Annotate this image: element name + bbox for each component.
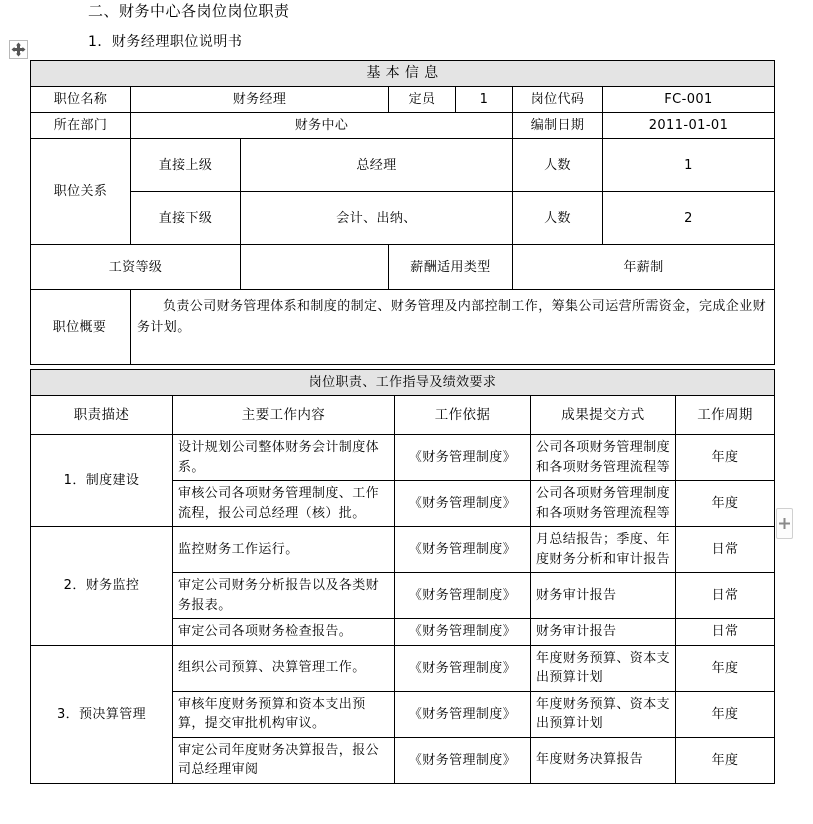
subsection-heading: 1．财务经理职位说明书 — [88, 34, 243, 50]
summary-label: 职位概要 — [31, 290, 131, 365]
table-row — [31, 139, 775, 192]
direct-subordinate-value[interactable]: 会计、出纳、 — [241, 192, 513, 245]
duties-header-content: 主要工作内容 — [173, 396, 395, 435]
duty-cycle[interactable]: 年度 — [676, 481, 775, 527]
duty-cycle[interactable]: 日常 — [676, 619, 775, 646]
duty-content[interactable]: 审定公司各项财务检查报告。 — [173, 619, 395, 646]
section-heading: 二、财务中心各岗位岗位职责 — [88, 2, 290, 20]
duty-cycle[interactable]: 日常 — [676, 573, 775, 619]
duty-cycle[interactable]: 年度 — [676, 645, 775, 691]
table-row — [31, 192, 775, 245]
direct-superior-value[interactable]: 总经理 — [241, 139, 513, 192]
duties-header-cycle: 工作周期 — [676, 396, 775, 435]
duty-deliverable[interactable]: 年度财务决算报告 — [531, 737, 676, 783]
duty-content[interactable]: 审定公司年度财务决算报告，报公司总经理审阅 — [173, 737, 395, 783]
duties-band-title: 岗位职责、工作指导及绩效要求 — [31, 370, 775, 396]
salary-type-label: 薪酬适用类型 — [389, 245, 513, 290]
headcount-label: 定员 — [389, 87, 456, 113]
table-row — [31, 113, 775, 139]
direct-superior-label: 直接上级 — [131, 139, 241, 192]
department-value[interactable]: 财务中心 — [131, 113, 513, 139]
duty-basis[interactable]: 《财务管理制度》 — [395, 573, 531, 619]
duties-header-basis: 工作依据 — [395, 396, 531, 435]
duty-basis[interactable]: 《财务管理制度》 — [395, 691, 531, 737]
move-cross-icon[interactable] — [9, 40, 28, 59]
duty-content[interactable]: 组织公司预算、决算管理工作。 — [173, 645, 395, 691]
duty-content[interactable]: 审核公司各项财务管理制度、工作流程，报公司总经理（核）批。 — [173, 481, 395, 527]
summary-text: 负责公司财务管理体系和制度的制定、财务管理及内部控制工作，筹集公司运营所需资金，完成企业财务计划。 — [137, 299, 767, 335]
duty-deliverable[interactable]: 月总结报告；季度、年度财务分析和审计报告 — [531, 527, 676, 573]
department-label: 所在部门 — [31, 113, 131, 139]
duty-deliverable[interactable]: 年度财务预算、资本支出预算计划 — [531, 645, 676, 691]
salary-grade-label: 工资等级 — [31, 245, 241, 290]
plus-icon[interactable] — [776, 508, 793, 539]
duty-deliverable[interactable]: 公司各项财务管理制度和各项财务管理流程等 — [531, 435, 676, 481]
duties-header-deliverable: 成果提交方式 — [531, 396, 676, 435]
duty-cycle[interactable]: 年度 — [676, 435, 775, 481]
position-name-value[interactable]: 财务经理 — [131, 87, 389, 113]
duty-basis[interactable]: 《财务管理制度》 — [395, 527, 531, 573]
summary-value[interactable] — [131, 290, 775, 365]
duties-table — [30, 369, 775, 784]
duty-cycle[interactable]: 年度 — [676, 691, 775, 737]
duty-basis[interactable]: 《财务管理制度》 — [395, 619, 531, 646]
table-row — [31, 527, 775, 573]
salary-grade-value[interactable] — [241, 245, 389, 290]
duty-basis[interactable]: 《财务管理制度》 — [395, 737, 531, 783]
superior-count-value[interactable]: 1 — [603, 139, 775, 192]
basic-info-band-title: 基 本 信 息 — [31, 61, 775, 87]
position-name-label: 职位名称 — [31, 87, 131, 113]
position-code-value[interactable]: FC-001 — [603, 87, 775, 113]
headcount-value[interactable]: 1 — [456, 87, 513, 113]
table-row — [31, 87, 775, 113]
table-row — [31, 435, 775, 481]
compile-date-label: 编制日期 — [513, 113, 603, 139]
duty-group-name: 1．制度建设 — [31, 435, 173, 527]
position-code-label: 岗位代码 — [513, 87, 603, 113]
relations-label: 职位关系 — [31, 139, 131, 245]
duty-deliverable[interactable]: 公司各项财务管理制度和各项财务管理流程等 — [531, 481, 676, 527]
duty-content[interactable]: 审核年度财务预算和资本支出预算，提交审批机构审议。 — [173, 691, 395, 737]
table-header-row — [31, 396, 775, 435]
duty-deliverable[interactable]: 年度财务预算、资本支出预算计划 — [531, 691, 676, 737]
duty-basis[interactable]: 《财务管理制度》 — [395, 645, 531, 691]
table-row — [31, 245, 775, 290]
duty-basis[interactable]: 《财务管理制度》 — [395, 481, 531, 527]
duty-content[interactable]: 审定公司财务分析报告以及各类财务报表。 — [173, 573, 395, 619]
table-row — [31, 290, 775, 365]
duty-group-name: 3．预决算管理 — [31, 645, 173, 783]
duties-header-description: 职责描述 — [31, 396, 173, 435]
table-row — [31, 645, 775, 691]
duty-cycle[interactable]: 年度 — [676, 737, 775, 783]
duty-content[interactable]: 监控财务工作运行。 — [173, 527, 395, 573]
duty-basis[interactable]: 《财务管理制度》 — [395, 435, 531, 481]
duty-group-name: 2．财务监控 — [31, 527, 173, 646]
duty-content[interactable]: 设计规划公司整体财务会计制度体系。 — [173, 435, 395, 481]
table-row — [31, 370, 775, 396]
table-row — [31, 61, 775, 87]
subordinate-count-label: 人数 — [513, 192, 603, 245]
subordinate-count-value[interactable]: 2 — [603, 192, 775, 245]
superior-count-label: 人数 — [513, 139, 603, 192]
compile-date-value[interactable]: 2011-01-01 — [603, 113, 775, 139]
duty-cycle[interactable]: 日常 — [676, 527, 775, 573]
duty-deliverable[interactable]: 财务审计报告 — [531, 619, 676, 646]
salary-type-value[interactable]: 年薪制 — [513, 245, 775, 290]
duty-deliverable[interactable]: 财务审计报告 — [531, 573, 676, 619]
direct-subordinate-label: 直接下级 — [131, 192, 241, 245]
basic-info-table — [30, 60, 775, 365]
